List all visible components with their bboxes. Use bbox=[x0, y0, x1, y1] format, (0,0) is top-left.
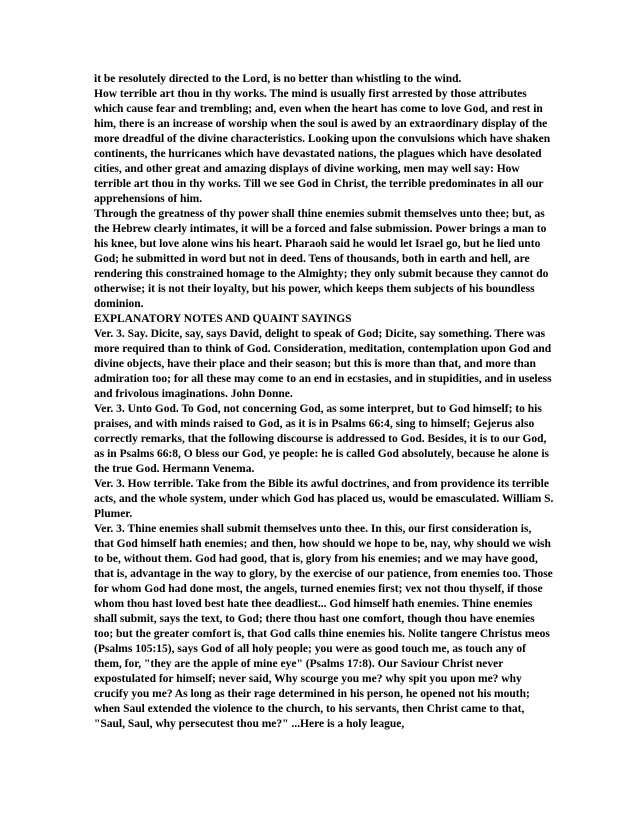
section-heading: EXPLANATORY NOTES AND QUAINT SAYINGS bbox=[94, 313, 352, 325]
note-unto-god: Ver. 3. Unto God. To God, not concerning God, as some interpret, but to God himself; to his praises, and with minds raised to God, as it is in Psalms 66:4, sing to himself; Gejerus also correctly remarks, that the following discourse is addressed to God. Besides, it is to our God, as in Psalms 66:8, O bless our God, ye people: he is called God absolutely, because he alone is the true God. Hermann Venema. bbox=[94, 403, 550, 475]
note-enemies-submit: Ver. 3. Thine enemies shall submit themselves unto thee. In this, our first consideration is, that God himself hath enemies; and then, how should we hope to be, nay, why should we wish to be, without them. God had good, that is, glory from his enemies; and we may have good, that is, advantage in the way to glory, by the exercise of our patience, from enemies too. Those for whom God had done most, the angels, turned enemies first; vex not thou thyself, if those whom thou hast loved best hate thee deadliest... God himself hath enemies. Thine enemies shall submit, says the text, to God; there thou hast one comfort, though thou have enemies too; but the greater comfort is, that God calls thine enemies his. Nolite tangere Christus meos (Psalms 105:15), says God of all holy people; you were as good touch me, as touch any of them, for, "they are the apple of mine eye" (Psalms 17:8). Our Saviour Christ never expostulated for himself; never said, Why scourge you me? why spit you upon me? why crucify you me? As long as their rage determined in his person, he opened not his mouth; when Saul extended the violence to the church, to his servants, then Christ came to that, "Saul, Saul, why persecutest thou me?" ...Here is a holy league, bbox=[94, 523, 553, 730]
paragraph-continuation: it be resolutely directed to the Lord, is no better than whistling to the wind. bbox=[94, 73, 462, 85]
note-say: Ver. 3. Say. Dicite, say, says David, delight to speak of God; Dicite, say something. There was more required than to think of God. Consideration, meditation, contemplation upon God and divine objects, have their place and their season; but this is more than that, and more than admiration too; for all these may come to an end in ecstasies, and in stupidities, and in useless and frivolous imaginations. John Donne. bbox=[94, 328, 552, 400]
paragraph-greatness-of-power: Through the greatness of thy power shall thine enemies submit themselves unto thee; but, as the Hebrew clearly intimates, it will be a forced and false submission. Power brings a man to his knee, but love alone wins his heart. Pharaoh said he would let Israel go, but he lied unto God; he submitted in word but not in deed. Tens of thousands, both in earth and hell, are rendering this constrained homage to the Almighty; they only submit because they cannot do otherwise; it is not their loyalty, but his power, which keeps them subjects of his boundless dominion. bbox=[94, 208, 549, 310]
note-how-terrible: Ver. 3. How terrible. Take from the Bible its awful doctrines, and from providence its terrible acts, and the whole system, under which God has placed us, would be emasculated. William S. Plumer. bbox=[94, 478, 554, 520]
document-page bbox=[94, 72, 554, 732]
paragraph-terrible-works: How terrible art thou in thy works. The mind is usually first arrested by those attributes which cause fear and trembling; and, even when the heart has come to love God, and rest in him, there is an increase of worship when the soul is awed by an extraordinary display of the more dreadful of the divine characteristics. Looking upon the convulsions which have shaken continents, the hurricanes which have devastated nations, the plagues which have desolated cities, and other great and amazing displays of divine working, men may well say: How terrible art thou in thy works. Till we see God in Christ, the terrible predominates in all our apprehensions of him. bbox=[94, 88, 551, 205]
